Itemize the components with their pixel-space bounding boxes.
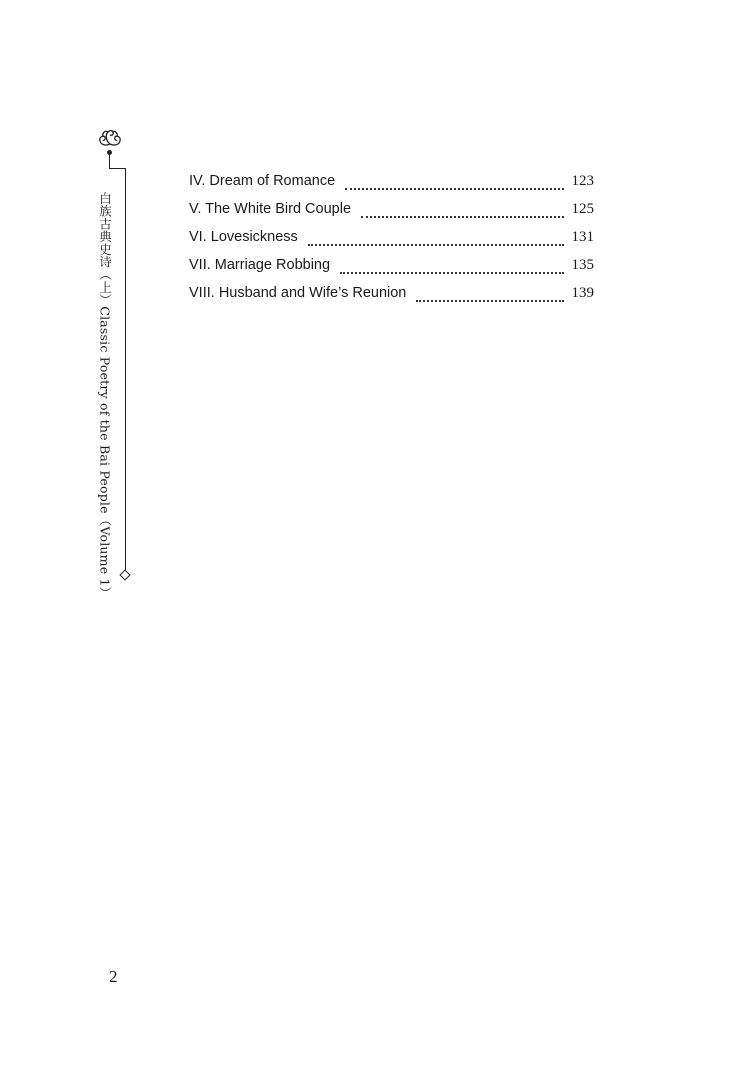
toc-entry-page: 123 (571, 173, 594, 189)
toc-entry[interactable] (189, 285, 594, 313)
toc-entry-title: IV. Dream of Romance (189, 173, 336, 189)
toc-entry-page: 131 (571, 229, 594, 245)
toc-entry-page: 135 (571, 257, 594, 273)
toc-entry[interactable] (189, 257, 594, 285)
toc-entry-title: VII. Marriage Robbing (189, 257, 331, 273)
toc-entry-title: VI. Lovesickness (189, 229, 298, 245)
toc-dot-leader (361, 216, 563, 218)
toc-entry[interactable] (189, 173, 594, 201)
toc-entry-title: VIII. Husband and Wife’s Reunion (189, 285, 407, 301)
table-of-contents (189, 173, 594, 313)
page-number: 2 (109, 967, 118, 986)
toc-entry[interactable] (189, 229, 594, 257)
spine-connector (109, 152, 110, 168)
toc-dot-leader (308, 244, 564, 246)
toc-entry-page: 139 (571, 285, 594, 301)
toc-dot-leader (340, 272, 563, 274)
book-title-spine: 白族古典史诗（上）Classic Poetry of the Bai People（Volume 1） (97, 192, 113, 600)
toc-dot-leader (416, 300, 563, 302)
toc-entry-page: 125 (571, 201, 594, 217)
toc-entry[interactable] (189, 201, 594, 229)
toc-dot-leader (345, 188, 563, 190)
toc-entry-title: V. The White Bird Couple (189, 201, 352, 217)
